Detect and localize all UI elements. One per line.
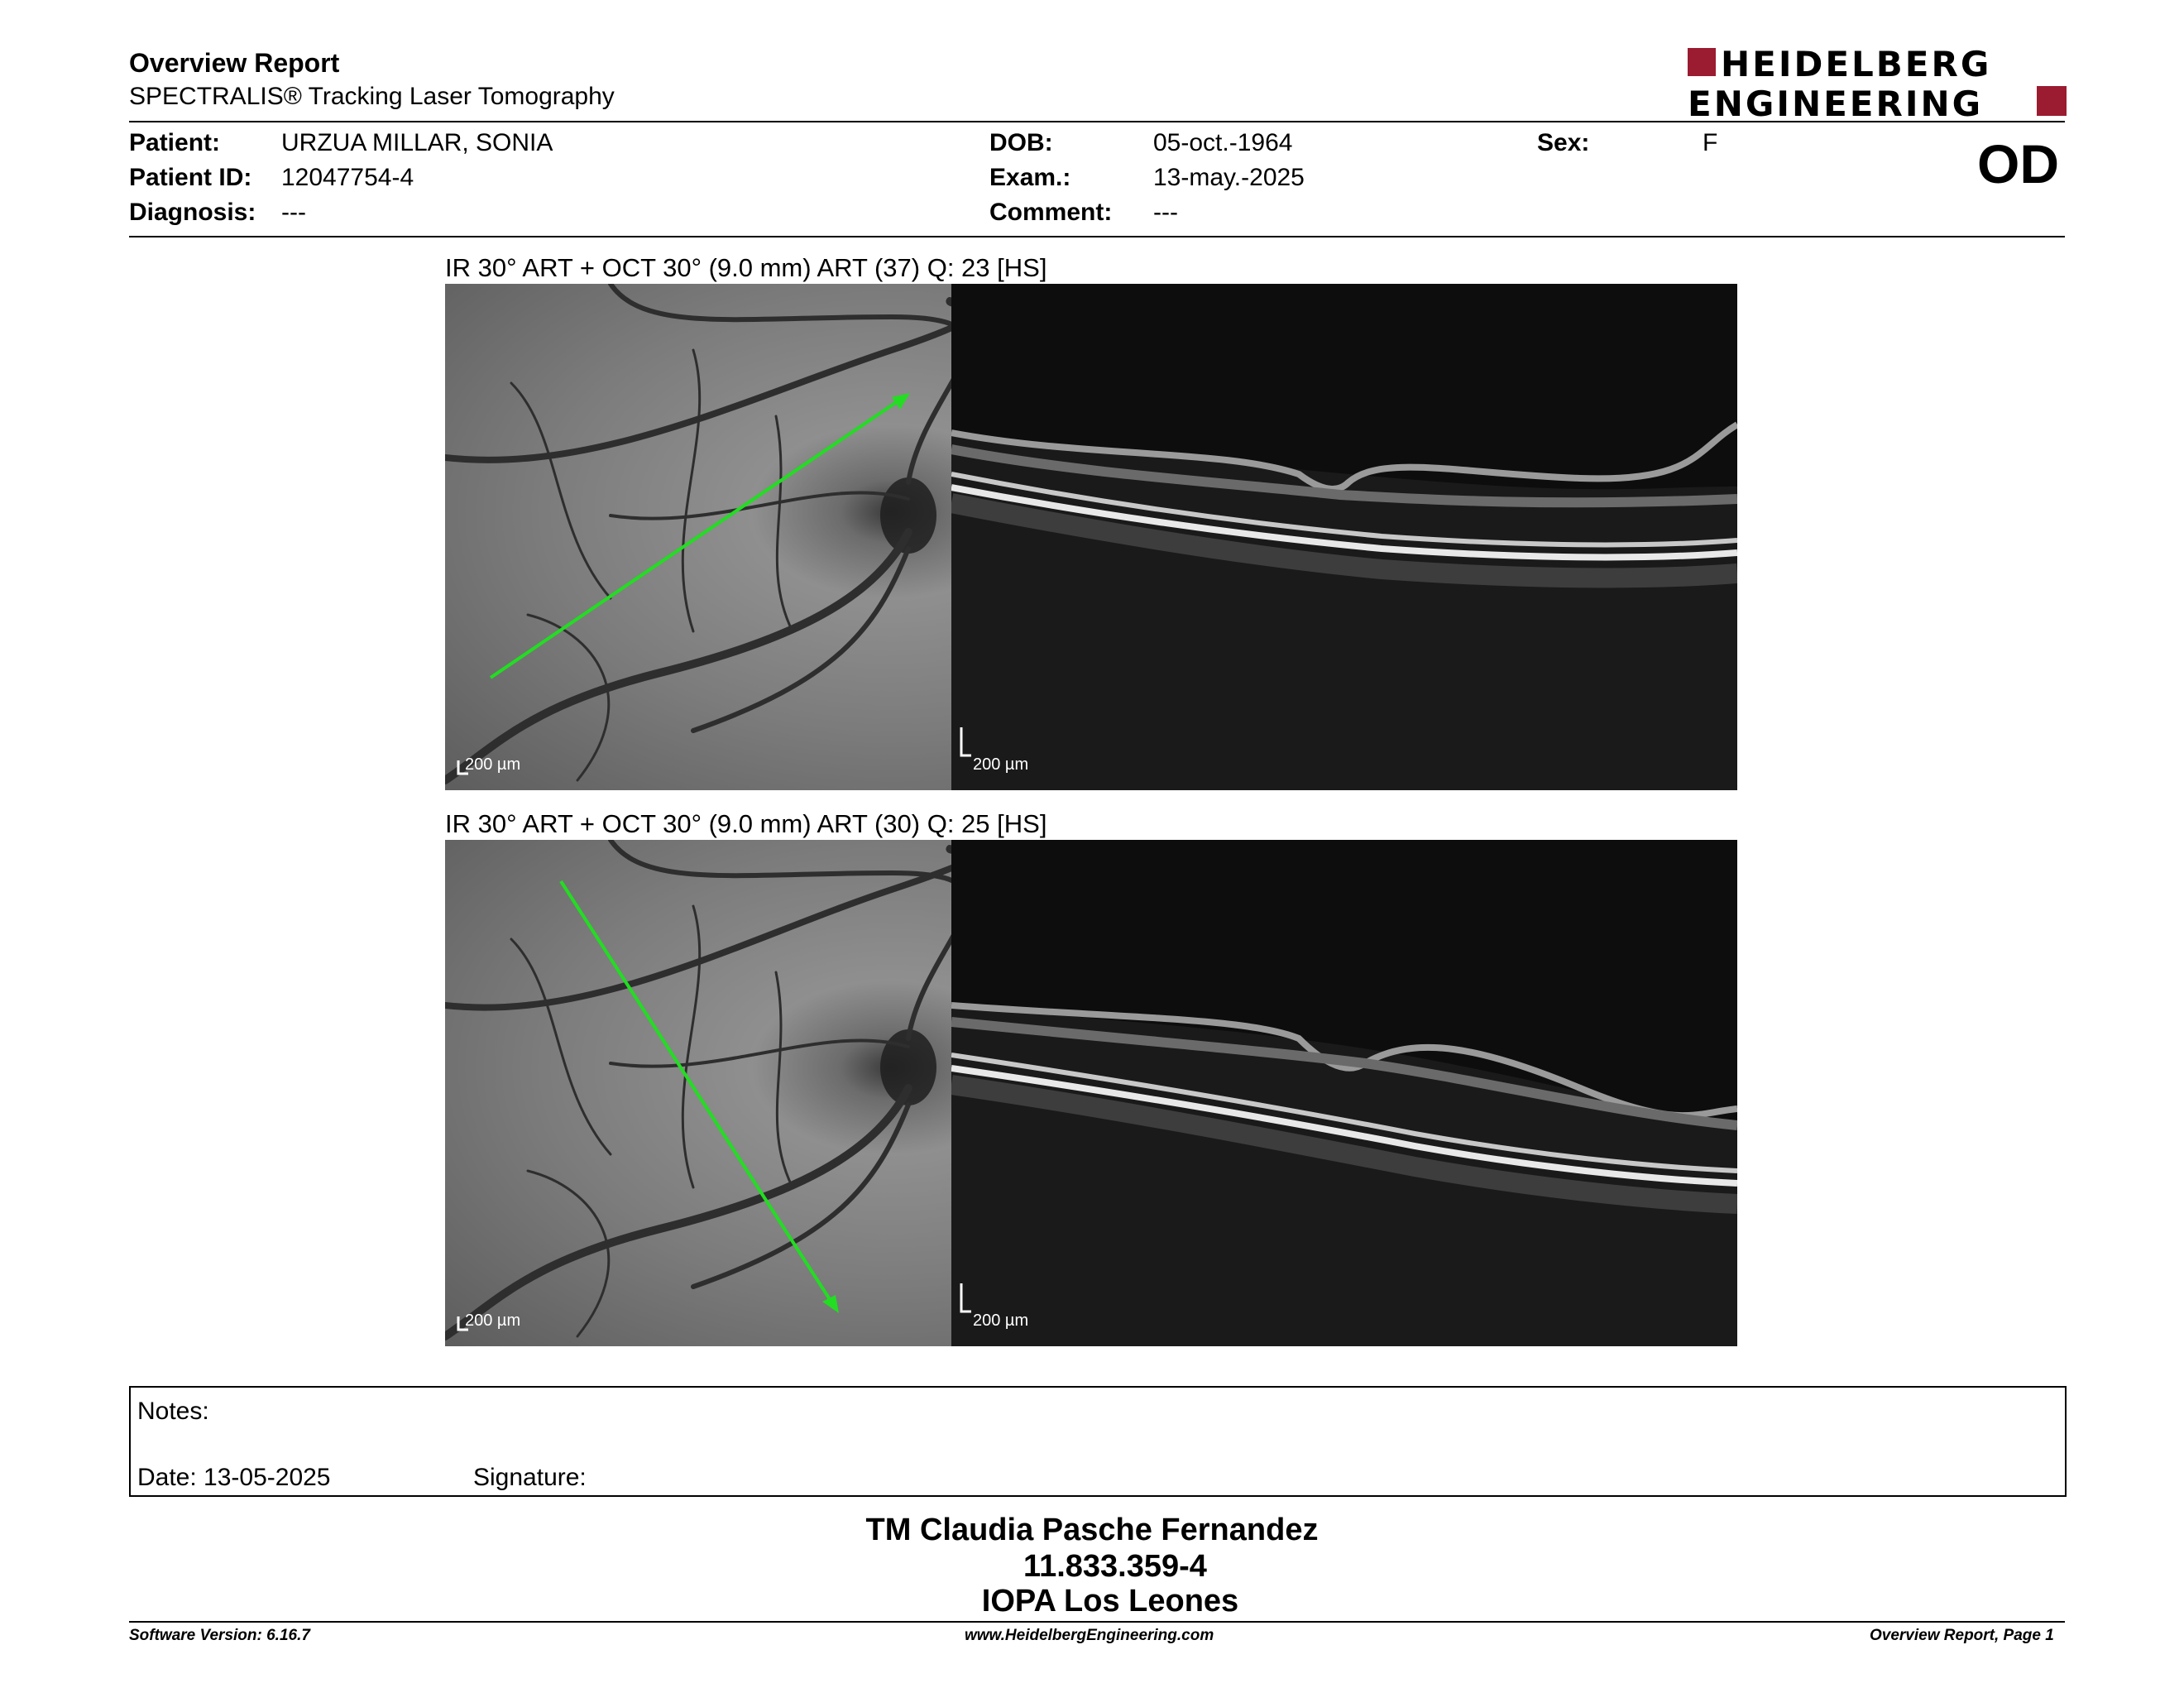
- scan-2-ir-scale: 200 µm: [465, 1312, 521, 1330]
- dob-label: DOB:: [989, 129, 1053, 156]
- patient-label: Patient:: [129, 129, 221, 156]
- patient-id-label: Patient ID:: [129, 164, 252, 191]
- patient-divider: [129, 236, 2065, 237]
- notes-box: [129, 1386, 2067, 1497]
- heidelberg-logo: [1688, 46, 2068, 117]
- page-indicator: Overview Report, Page 1: [1870, 1627, 2054, 1644]
- exam-label: Exam.:: [989, 164, 1071, 191]
- website-link[interactable]: www.HeidelbergEngineering.com: [965, 1627, 1214, 1644]
- scan-2-oct-layers: [951, 840, 1737, 1346]
- footer-divider: [129, 1621, 2065, 1623]
- scan-1-title: IR 30° ART + OCT 30° (9.0 mm) ART (37) Q: 23 [HS]: [445, 253, 1047, 282]
- report-subtitle: SPECTRALIS® Tracking Laser Tomography: [129, 83, 615, 110]
- exam-value: 13-may.-2025: [1153, 164, 1305, 191]
- scan-1-oct-image: [951, 284, 1737, 790]
- scan-1-arrowhead: [892, 393, 910, 410]
- comment-label: Comment:: [989, 199, 1113, 226]
- scan-2-arrowhead: [822, 1295, 839, 1313]
- scan-1-vessels: [445, 284, 951, 790]
- scan-2-vessels: [445, 840, 951, 1346]
- patient-id-value: 12047754-4: [281, 164, 414, 191]
- scan-2-title: IR 30° ART + OCT 30° (9.0 mm) ART (30) Q: 25 [HS]: [445, 809, 1047, 838]
- software-version: Software Version: 6.16.7: [129, 1627, 310, 1644]
- eye-indicator: OD: [1977, 133, 2059, 194]
- signature-label: Signature:: [473, 1464, 587, 1491]
- patient-name: URZUA MILLAR, SONIA: [281, 129, 553, 156]
- signer-institution: IOPA Los Leones: [981, 1584, 1239, 1618]
- svg-text:HEIDELBERG: HEIDELBERG: [1721, 46, 1992, 84]
- header-divider: [129, 121, 2065, 122]
- scan-1-ir-image: [445, 284, 951, 790]
- sex-value: F: [1703, 129, 1718, 156]
- scan-2-scan-line: [561, 881, 832, 1303]
- comment-value: ---: [1153, 199, 1178, 226]
- scan-2-ir-image: [445, 840, 951, 1346]
- logo-square-bottom: [2037, 86, 2067, 116]
- svg-text:ENGINEERING: ENGINEERING: [1688, 84, 1984, 117]
- logo-square-top: [1688, 48, 1716, 76]
- diagnosis-label: Diagnosis:: [129, 199, 256, 226]
- scan-1-oct-layers: [951, 284, 1737, 790]
- oct-scale-bar-icon: [960, 1283, 971, 1313]
- report-title: Overview Report: [129, 48, 340, 78]
- dob-value: 05-oct.-1964: [1153, 129, 1293, 156]
- notes-date: Date: 13-05-2025: [137, 1464, 331, 1491]
- notes-label: Notes:: [137, 1398, 209, 1425]
- scan-1-ir-scale: 200 µm: [465, 755, 521, 774]
- signer-name: TM Claudia Pasche Fernandez: [865, 1513, 1319, 1547]
- oct-scale-bar-icon: [960, 727, 971, 757]
- sex-label: Sex:: [1537, 129, 1590, 156]
- diagnosis-value: ---: [281, 199, 306, 226]
- scan-2-oct-image: [951, 840, 1737, 1346]
- scan-1-oct-scale: 200 µm: [973, 755, 1029, 774]
- scan-2-oct-scale: 200 µm: [973, 1312, 1029, 1330]
- signer-rut: 11.833.359-4: [1023, 1549, 1207, 1584]
